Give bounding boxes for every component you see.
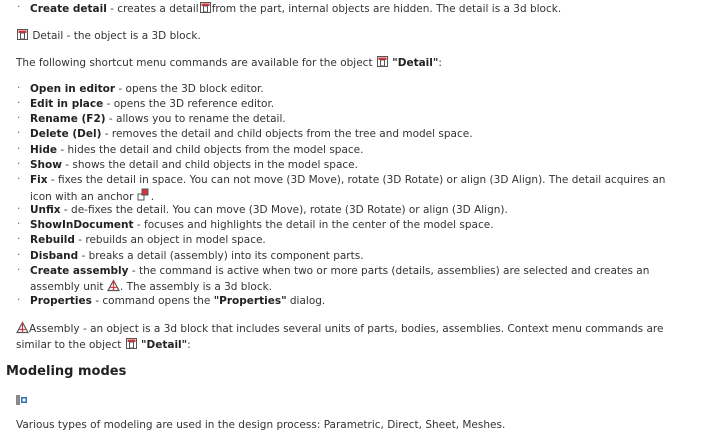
command-desc-end: . The assembly is a 3d block. xyxy=(119,281,273,293)
detail-definition-text: Detail - the object is a 3D block. xyxy=(29,30,201,42)
detail-icon xyxy=(376,55,389,68)
list-item-rebuild xyxy=(30,233,685,248)
command-name: Rename (F2) xyxy=(30,113,106,125)
list-item-show xyxy=(30,158,685,173)
shortcut-intro xyxy=(16,55,442,71)
bullet: · xyxy=(17,1,21,13)
command-desc: - allows you to rename the detail. xyxy=(105,113,286,125)
bullet: · xyxy=(17,143,21,155)
command-desc: - the command is active when two or more parts (details, assemblies) are selected and creates an assembly unit xyxy=(30,265,650,293)
object-name: "Detail" xyxy=(141,339,188,351)
assembly-icon xyxy=(16,321,29,334)
bullet: · xyxy=(17,112,21,124)
command-desc: - opens the 3D reference editor. xyxy=(103,98,275,110)
command-desc: - creates a detail xyxy=(106,3,199,15)
detail-definition xyxy=(16,28,201,44)
command-name: Properties xyxy=(30,295,92,307)
list-item-edit-in-place xyxy=(30,97,685,112)
bullet: · xyxy=(17,158,21,170)
command-desc-end: . xyxy=(150,191,155,203)
bullet: · xyxy=(17,264,21,276)
object-name: "Detail" xyxy=(392,57,439,69)
list-item-create-detail xyxy=(30,1,685,17)
modeling-modes-icon xyxy=(15,393,29,407)
command-desc: - rebuilds an object in model space. xyxy=(74,234,266,246)
bullet: · xyxy=(17,173,21,185)
bullet: · xyxy=(17,218,21,230)
bullet: · xyxy=(17,233,21,245)
list-item-open-in-editor xyxy=(30,82,685,97)
modeling-modes-text: Various types of modeling are used in the design process: Parametric, Direct, Sheet, Meshes. xyxy=(16,419,506,431)
command-desc: - fixes the detail in space. You can not move (3D Move), rotate (3D Rotate) or align (3D Align). The detail acquires an icon with an anchor xyxy=(30,174,666,203)
command-desc: - focuses and highlights the detail in the center of the model space. xyxy=(133,219,494,231)
assembly-definition-text: Assembly - an object is a 3d block that includes several units of parts, bodies, assemblies. Context menu commands are similar to the object xyxy=(16,323,664,351)
command-name: Open in editor xyxy=(30,83,116,95)
list-item-unfix xyxy=(30,203,685,218)
command-desc: - opens the 3D block editor. xyxy=(115,83,264,95)
anchor-detail-icon xyxy=(137,188,151,202)
detail-icon xyxy=(125,337,138,350)
bullet: · xyxy=(17,82,21,94)
section-heading-modeling-modes: Modeling modes xyxy=(6,364,127,379)
command-name: Disband xyxy=(30,250,79,262)
list-item-properties xyxy=(30,294,685,309)
detail-icon xyxy=(16,28,29,41)
command-name: Unfix xyxy=(30,204,61,216)
bullet: · xyxy=(17,127,21,139)
command-desc: - command opens the xyxy=(91,295,214,307)
list-item-disband xyxy=(30,249,685,264)
command-desc: - de-fixes the detail. You can move (3D Move), rotate (3D Rotate) or align (3D Align). xyxy=(60,204,508,216)
command-desc: - shows the detail and child objects in the model space. xyxy=(61,159,358,171)
colon: : xyxy=(438,57,442,69)
command-desc-rest: from the part, internal objects are hidden. The detail is a 3d block. xyxy=(211,3,562,15)
list-item-delete xyxy=(30,127,685,142)
command-desc: - breaks a detail (assembly) into its component parts. xyxy=(78,250,364,262)
list-item-rename xyxy=(30,112,685,127)
command-name: Hide xyxy=(30,144,58,156)
bullet: · xyxy=(17,249,21,261)
command-name: Rebuild xyxy=(30,234,75,246)
bullet: · xyxy=(17,294,21,306)
command-name: Show xyxy=(30,159,62,171)
command-name: ShowInDocument xyxy=(30,219,134,231)
bullet: · xyxy=(17,97,21,109)
list-item-fix xyxy=(30,173,685,205)
list-item-hide xyxy=(30,143,685,158)
shortcut-intro-text: The following shortcut menu commands are available for the object xyxy=(16,57,376,69)
command-desc-end: dialog. xyxy=(286,295,326,307)
command-desc: - hides the detail and child objects from the model space. xyxy=(57,144,364,156)
list-item-create-assembly xyxy=(30,264,685,295)
command-name: Delete (Del) xyxy=(30,128,102,140)
command-name: Create detail xyxy=(30,3,107,15)
assembly-icon xyxy=(107,279,120,292)
dialog-name: "Properties" xyxy=(213,295,287,307)
command-name: Edit in place xyxy=(30,98,104,110)
colon: : xyxy=(187,339,191,351)
assembly-definition xyxy=(16,321,685,353)
bullet: · xyxy=(17,203,21,215)
command-name: Fix xyxy=(30,174,48,186)
command-name: Create assembly xyxy=(30,265,129,277)
list-item-show-in-document xyxy=(30,218,685,233)
command-desc: - removes the detail and child objects from the tree and model space. xyxy=(101,128,473,140)
detail-icon xyxy=(199,1,212,14)
